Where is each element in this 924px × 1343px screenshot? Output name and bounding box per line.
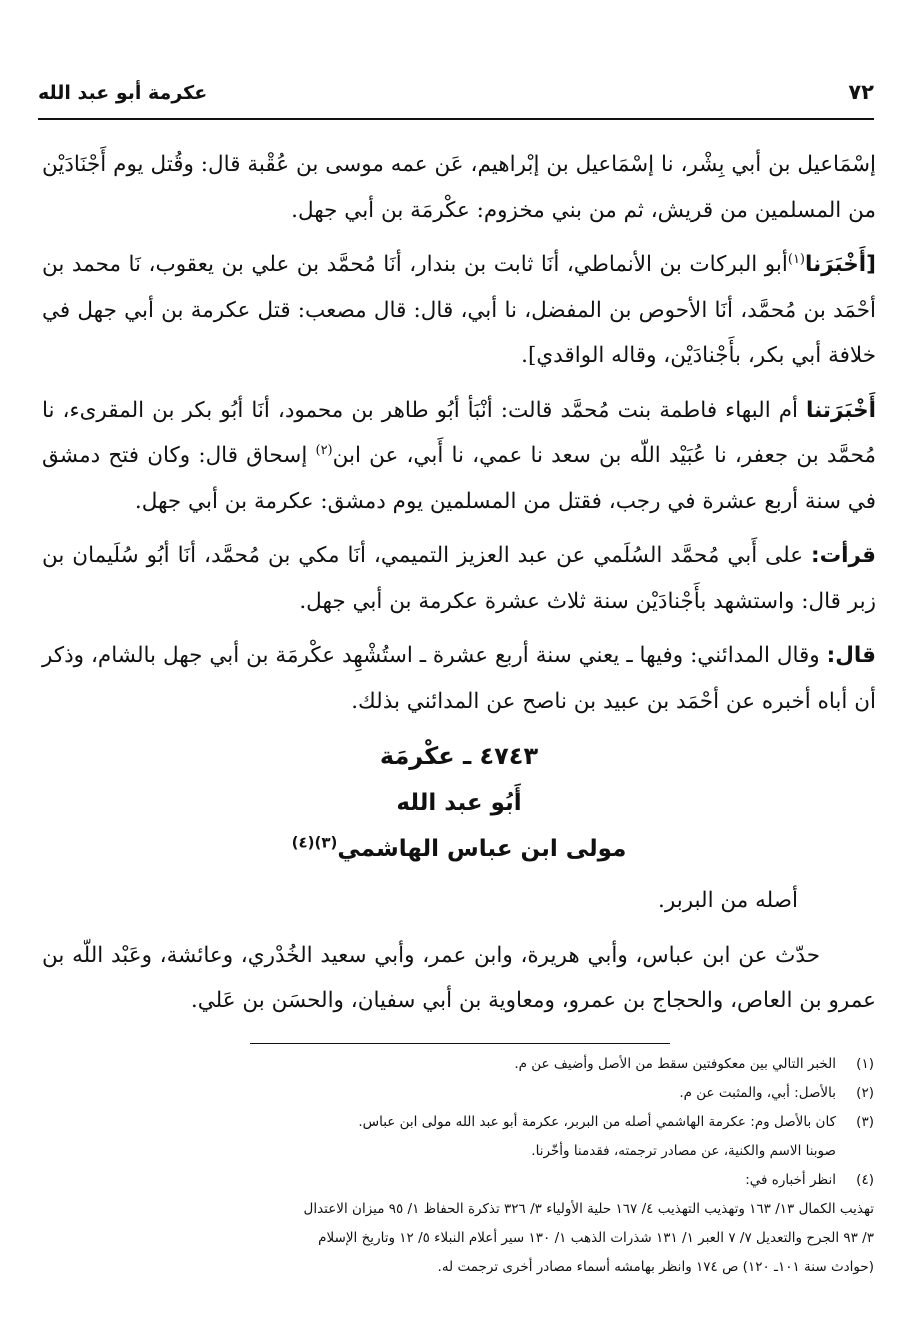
paragraph-5 — [42, 633, 876, 724]
paragraph-2-text: أبو البركات بن الأنماطي، أنَا ثابت بن بندار، أنَا مُحمَّد بن علي بن يعقوب، نَا محمد بن أحْمَد بن مُحمَّد، أنَا الأحوص بن المفضل، نا أبي، قال: قال مصعب: قتل عكرمة بن أبي جهل في خلافة أبي بكر، بأَجْنادَيْن، وقاله الواقدي]. — [42, 252, 876, 368]
footnote-4-line-4: (حوادث سنة ١٠١ـ ١٢٠) ص ١٧٤ وانظر بهامشه أسماء مصادر أخرى ترجمت له. — [437, 1259, 874, 1275]
footnote-number: (٢) — [856, 1085, 874, 1101]
footnote-4 — [48, 1166, 874, 1195]
footnote-number: (٤) — [856, 1172, 874, 1188]
paragraph-3-text-a: أم البهاء فاطمة بنت مُحمَّد قالت: أنْبَأ أبُو طاهر بن محمود، أنَا أبُو بكر بن المقرىء، نا مُحمَّد بن جعفر، نا عُبَيْد اللّه بن سعد نا عمي، نا أَبي، عن ابن — [42, 397, 877, 468]
bio-origin: أصله من البربر. — [658, 888, 798, 913]
footnote-ref-2: (٢) — [315, 442, 333, 458]
keyword-qala: قال: — [826, 643, 876, 668]
footnote-2 — [48, 1079, 874, 1108]
bio-narrated-text: حدّث عن ابن عباس، وأبي هريرة، وابن عمر، وأبي سعيد الخُدْري، وعائشة، وعَبْد اللّه بن عمرو بن العاص، والحجاج بن عمرو، ومعاوية بن أبي سفيان، والحسَن بن عَلي. — [42, 942, 876, 1013]
footnote-separator — [250, 1043, 670, 1044]
bio-narrated — [42, 933, 876, 1024]
entry-kunya: أَبُو عبد الله — [396, 790, 522, 816]
paragraph-4-text: على أَبي مُحمَّد السُلَمي عن عبد العزيز التميمي، أنَا مكي بن مُحمَّد، أنَا أبُو سُلَيمان بن زبر قال: واستشهد بأَجْنادَيْن سنة ثلاث عشرة عكرمة بن أبي جهل. — [42, 543, 876, 614]
page-number: ٧٢ — [848, 80, 874, 104]
paragraph-3 — [42, 388, 876, 525]
paragraph-1: إسْمَاعيل بن أبي بِشْر، نا إسْمَاعيل بن إبْراهيم، عَن عمه موسى بن عُقْبة قال: وقُتل يوم أَجْنَادَيْن من المسلمين من قريش، ثم من بني مخزوم: عكْرمَة بن أبي جهل. — [42, 152, 876, 223]
footnote-number: (١) — [856, 1056, 874, 1072]
running-title: عكرمة أبو عبد الله — [38, 82, 208, 104]
footnote-4-line-2: تهذيب الكمال ١٣/ ١٦٣ وتهذيب التهذيب ٤/ ١٦٧ حلية الأولياء ٣/ ٣٢٦ تذكرة الحفاظ ١/ ٩٥ ميزان الاعتدال — [303, 1201, 874, 1217]
footnotes — [48, 1050, 874, 1282]
footnote-4-line-3: ٣/ ٩٣ الجرح والتعديل ٧/ ٧ العبر ١/ ١٣١ شذرات الذهب ١/ ١٣٠ سير أعلام النبلاء ٥/ ١٢ وتاريخ الإسلام — [318, 1230, 874, 1246]
footnote-number: (٣) — [856, 1114, 874, 1130]
paragraph-2 — [42, 242, 876, 379]
footnote-ref-1: (١) — [787, 251, 805, 267]
keyword-qara-tu: قرأت: — [810, 543, 876, 568]
entry-number-name: ٤٧٤٣ ـ عكْرمَة — [379, 742, 539, 770]
footnote-1 — [48, 1050, 874, 1079]
entry-nisba — [42, 826, 876, 872]
footnote-3 — [48, 1108, 874, 1137]
keyword-akhbaratna: أَخْبَرَتنا — [806, 397, 876, 423]
footnote-line: كان بالأصل وم: عكرمة الهاشمي أصله من البربر، عكرمة أبو عبد الله مولى ابن عباس. — [358, 1114, 836, 1130]
paragraph-5-text: وقال المدائني: وفيها ـ يعني سنة أربع عشرة ـ استُشْهِد عكْرمَة بن أبي جهل بالشام، وذكر أن أباه أخبره عن أحْمَد بن عبيد بن ناصح عن المدائني بذلك. — [42, 643, 876, 714]
paragraph-4 — [42, 533, 876, 624]
page-header — [38, 78, 874, 120]
entry-nisba-text: مولى ابن عباس الهاشمي — [337, 836, 627, 862]
footnote-line: انظر أخباره في: — [745, 1172, 836, 1188]
footnote-line: بالأصل: أبي، والمثبت عن م. — [679, 1085, 836, 1101]
main-text — [42, 142, 876, 1033]
footnote-line: الخبر التالي بين معكوفتين سقط من الأصل وأضيف عن م. — [514, 1056, 836, 1072]
keyword-akhbarana: [أَخْبَرَنا — [805, 252, 876, 277]
paragraph-3-text-b: إسحاق قال: وكان فتح دمشق في سنة أربع عشرة في رجب، فقتل من المسلمين يوم دمشق: عكرمة بن أبي جهل. — [42, 443, 876, 514]
footnote-ref-3-4: (٣)(٤) — [291, 833, 338, 852]
footnote-3-continuation: صوبنا الاسم والكنية، عن مصادر ترجمته، فقدمنا وأخّرنا. — [531, 1143, 836, 1159]
